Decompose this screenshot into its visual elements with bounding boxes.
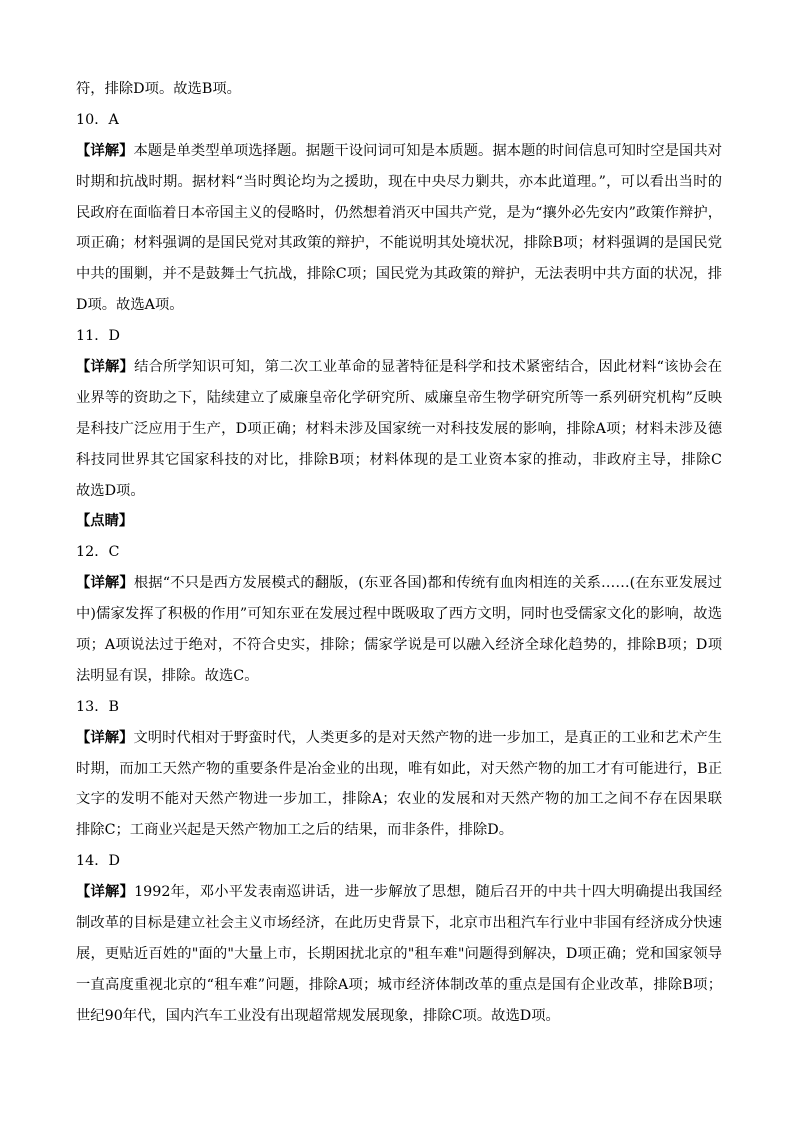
- text-line: [76, 445, 722, 476]
- line-text: 故选D项。: [76, 482, 145, 499]
- section-tag: 【详解】: [76, 575, 134, 592]
- text-line: [76, 723, 722, 754]
- line-text: 项正确；材料强调的是国民党对其政策的辩护，不能说明其处境状况，排除B项；材料强调的是国民党: [76, 235, 722, 252]
- text-line: [76, 167, 722, 198]
- text-line: [76, 1001, 722, 1032]
- line-text: 根据“不只是西方发展模式的翻版，(东亚各国)都和传统有血肉相连的关系……(在东亚发展过: [133, 575, 722, 592]
- section-tag: 【详解】: [76, 359, 135, 376]
- text-line: [76, 228, 722, 259]
- line-text: 符，排除D项。故选B项。: [76, 81, 241, 97]
- document-page: [76, 74, 722, 1032]
- question-number: [76, 537, 722, 568]
- line-text: 制改革的目标是建立社会主义市场经济，在此历史背景下，北京市出租汽车行业中非国有经济成分快速: [76, 915, 722, 932]
- line-text: 14．D: [76, 853, 120, 870]
- line-text: 结合所学知识可知，第二次工业革命的显著特征是科学和技术紧密结合，因此材料“该协会在: [134, 359, 722, 376]
- line-text: 本题是单类型单项选择题。据题干设问词可知是本质题。据本题的时间信息可知时空是国共对: [133, 142, 722, 159]
- line-text: 是科技广泛应用于生产，D项正确；材料未涉及国家统一对科技发展的影响，排除A项；材料未涉及德: [76, 420, 722, 437]
- line-text: 13．B: [76, 698, 119, 715]
- line-text: 中共的围剿，并不是鼓舞士气抗战，排除C项；国民党为其政策的辩护，无法表明中共方面的状况，排: [76, 266, 722, 283]
- line-text: 时期，而加工天然产物的重要条件是冶金业的出现，唯有如此，对天然产物的加工才有可能进行，B正: [76, 760, 722, 777]
- question-number: [76, 105, 722, 136]
- line-text: 科技同世界其它国家科技的对比，排除B项；材料体现的是工业资本家的推动，非政府主导，排除C: [76, 451, 722, 468]
- question-number: [76, 321, 722, 352]
- question-number: [76, 692, 722, 723]
- text-line: [76, 908, 722, 939]
- line-text: 业界等的资助之下，陆续建立了威廉皇帝化学研究所、威廉皇帝生物学研究所等一系列研究机构”反映: [76, 389, 722, 406]
- question-number: [76, 846, 722, 877]
- text-line: [76, 970, 722, 1001]
- text-line: [76, 74, 722, 105]
- text-line: [76, 599, 722, 630]
- text-line: [76, 754, 722, 785]
- line-text: 法明显有误，排除。故选C。: [76, 667, 259, 684]
- text-line: [76, 198, 722, 229]
- text-line: [76, 568, 722, 599]
- text-line: [76, 877, 722, 908]
- line-text: 12．C: [76, 544, 120, 561]
- text-line: [76, 661, 722, 692]
- line-text: D项。故选A项。: [76, 297, 184, 314]
- text-line: [76, 383, 722, 414]
- text-line: [76, 476, 722, 507]
- text-line: [76, 352, 722, 383]
- text-line: [76, 939, 722, 970]
- section-tag: 【详解】: [76, 142, 134, 159]
- line-text: 11．D: [76, 328, 120, 345]
- section-tag: 【详解】: [76, 884, 135, 901]
- section-tag: 【点睛】: [76, 513, 134, 530]
- line-text: 时期和抗战时期。据材料“当时舆论均为之援助，现在中央尽力剿共，亦本此道理。”，可以看出当时的: [76, 173, 722, 190]
- text-line: [76, 630, 722, 661]
- text-line: [76, 259, 722, 290]
- line-text: 世纪90年代，国内汽车工业没有出现超常规发展现象，排除C项。故选D项。: [76, 1007, 560, 1024]
- line-text: 排除C；工商业兴起是天然产物加工之后的结果，而非条件，排除D。: [76, 822, 514, 839]
- line-text: 1992年，邓小平发表南巡讲话，进一步解放了思想，随后召开的中共十四大明确提出我国经: [134, 884, 722, 901]
- text-line: [76, 414, 722, 445]
- line-text: 文字的发明不能对天然产物进一步加工，排除A；农业的发展和对天然产物的加工之间不存在因果联: [76, 791, 722, 808]
- line-text: 10．A: [76, 111, 119, 128]
- section-tag: 【详解】: [76, 729, 134, 746]
- text-line: [76, 784, 722, 815]
- line-text: 中)儒家发挥了积极的作用”可知东亚在发展过程中既吸取了西方文明，同时也受儒家文化的影响，故选: [76, 606, 722, 623]
- text-line: [76, 815, 722, 846]
- line-text: 民政府在面临着日本帝国主义的侵略时，仍然想着消灭中国共产党，是为“攘外必先安内”政策作辩护，: [76, 204, 722, 221]
- line-text: 项；A项说法过于绝对，不符合史实，排除；儒家学说是可以融入经济全球化趋势的，排除B项；D项: [76, 637, 722, 654]
- line-text: 一直高度重视北京的“租车难”问题，排除A项；城市经济体制改革的重点是国有企业改革，排除B项；: [76, 976, 722, 993]
- text-line: [76, 506, 722, 537]
- line-text: 展，更贴近百姓的"面的"大量上市，长期困扰北京的"租车难"问题得到解决，D项正确；党和国家领导: [76, 945, 722, 962]
- line-text: 文明时代相对于野蛮时代，人类更多的是对天然产物的进一步加工，是真正的工业和艺术产生: [133, 729, 722, 746]
- text-line: [76, 290, 722, 321]
- text-line: [76, 136, 722, 167]
